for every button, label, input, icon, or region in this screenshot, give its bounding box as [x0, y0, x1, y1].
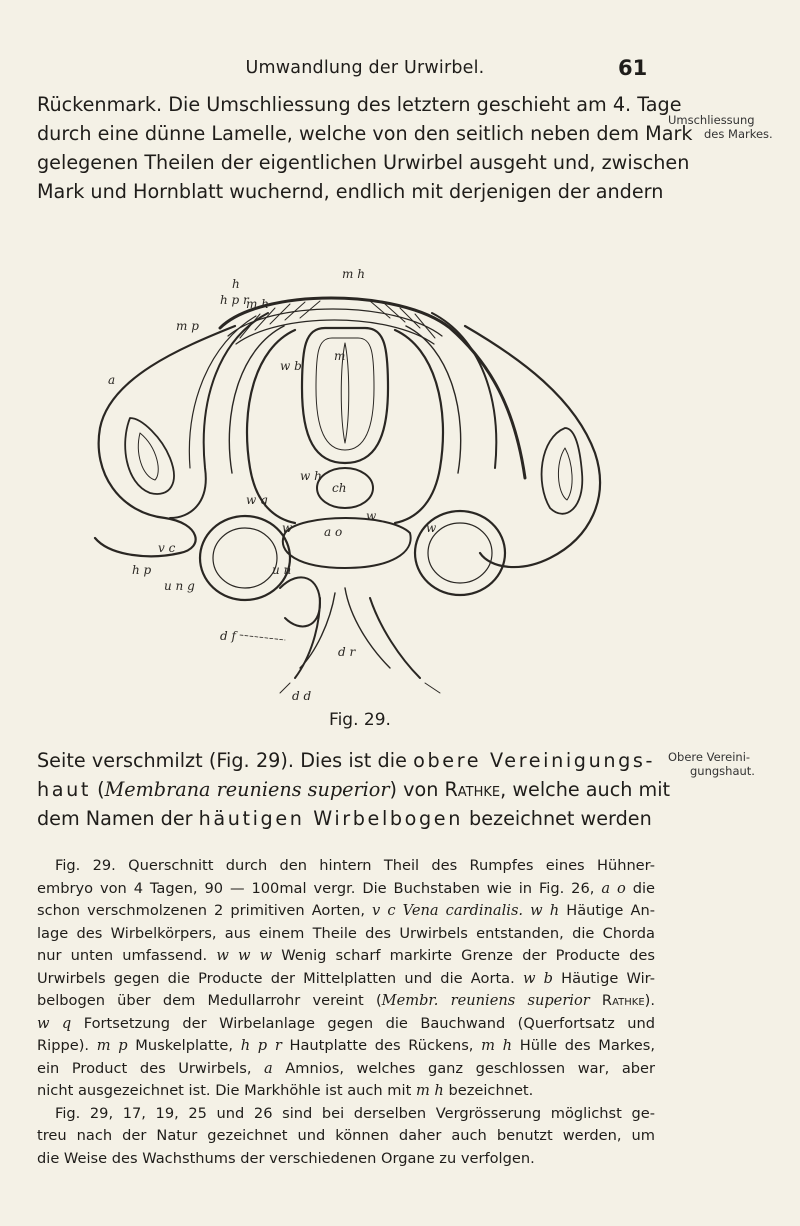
text-run: bezeichnet werden	[462, 807, 652, 830]
abbrev: a o	[601, 879, 626, 897]
lower-line	[280, 683, 290, 693]
label-a: a	[108, 373, 116, 387]
abbrev: m h	[415, 1082, 444, 1099]
margin-note-umschliessung	[668, 113, 798, 141]
abbrev: v c Vena cardinalis. w h	[372, 902, 560, 919]
label-dr: d r	[338, 645, 356, 659]
caption-line	[37, 1013, 655, 1036]
abbrev: m h	[481, 1037, 513, 1054]
abbrev: w b	[522, 969, 553, 987]
abbrev: h p r	[240, 1037, 282, 1054]
text-run: , welche auch mit	[500, 778, 671, 801]
right-amnion-fold-core	[558, 448, 572, 500]
text-run: Rippe).	[37, 1037, 97, 1054]
left-amnion-fold-inner	[125, 418, 174, 494]
abbrev: m p	[96, 1037, 128, 1054]
label-dd: d d	[292, 689, 312, 703]
label-ch: ch	[332, 481, 347, 495]
margin-note-line: gungshaut.	[690, 764, 755, 778]
left-vena-cardinalis-inner	[213, 528, 277, 588]
text-line	[37, 804, 655, 833]
text-run: nicht ausgezeichnet ist. Die Markhöhle ist auch mit	[37, 1082, 416, 1099]
right-vena-cardinalis-inner	[428, 523, 492, 583]
label-mp: m p	[176, 319, 199, 333]
embryo-cross-section-drawing	[70, 268, 630, 708]
caption-line	[37, 1035, 655, 1058]
author-name: Rathke	[589, 992, 645, 1009]
abbrev: w w w	[216, 947, 273, 964]
text-run: Hautplatte des Rückens,	[281, 1037, 482, 1054]
paragraph-umschliessung	[37, 90, 693, 206]
author-name: Rathke	[444, 778, 501, 801]
left-muscle-plate-inner	[189, 316, 256, 468]
label-hpr: h p r	[220, 293, 249, 307]
text-run: Muskelplatte,	[127, 1037, 241, 1054]
label-wq: w q	[246, 493, 268, 507]
lower-line	[425, 683, 440, 693]
text-line: gelegenen Theilen der eigentlichen Urwirbel ausgeht und, zwischen	[37, 151, 690, 174]
figure-label: Fig. 29.	[329, 710, 391, 730]
text-run: bezeichnet.	[443, 1082, 534, 1099]
figure-caption	[37, 855, 655, 1170]
text-line	[37, 775, 671, 804]
left-amnion-fold	[95, 326, 235, 556]
abbrev: w q	[37, 1014, 72, 1032]
text-run: Hülle des Markes,	[512, 1037, 655, 1054]
label-mh-top: m h	[342, 268, 365, 281]
label-h: h	[232, 277, 240, 291]
ventral-fold-left	[295, 598, 320, 678]
right-somite-arch-inner	[406, 326, 461, 473]
paragraph-vereinigungshaut	[37, 746, 671, 833]
text-run: belbogen über dem Medullarrohr vereint (	[37, 992, 382, 1009]
label-df: d f	[220, 629, 236, 643]
text-line: Rückenmark. Die Umschliessung des letztern geschieht am 4. Tage	[37, 93, 682, 116]
text-run: Wenig scharf markirte Grenze der Producte des	[272, 947, 655, 964]
label-wh: w h	[300, 469, 322, 483]
ventral-fold-right	[370, 598, 420, 678]
running-title: Umwandlung der Urwirbel.	[245, 58, 485, 78]
text-run: (	[91, 778, 105, 801]
page-number: 61	[618, 56, 648, 80]
text-run: schon verschmolzenen 2 primitiven Aorten,	[37, 902, 373, 919]
label-un: u n	[272, 563, 292, 577]
text-run: embryo von 4 Tagen, 90 — 100mal vergr. Die Buchstaben wie in Fig. 26,	[37, 879, 602, 897]
margin-note-line: Obere Vereini-	[668, 750, 751, 764]
label-hp: h p	[132, 563, 152, 577]
text-run: Fortsetzung der Wirbelanlage gegen die Bauchwand (Querfortsatz und	[71, 1014, 655, 1032]
text-run: Häutige Wir-	[552, 969, 655, 987]
left-somite-arch-inner	[229, 326, 284, 473]
text-run: Amnios, welches ganz geschlossen war, aber	[272, 1059, 655, 1077]
caption-line	[37, 1080, 655, 1103]
text-line: Mark und Hornblatt wuchernd, endlich mit derjenigen der andern	[37, 180, 664, 203]
label-m: m	[334, 349, 346, 363]
text-run: ) von	[389, 778, 445, 801]
caption-line: lage des Wirbelkörpers, aus einem Theile des Urwirbels entstanden, die Chorda	[37, 924, 655, 942]
text-run: nur unten umfassend.	[37, 947, 217, 964]
urniere	[280, 577, 320, 626]
label-w2: w	[366, 509, 377, 523]
margin-note-line: Umschliessung	[668, 113, 755, 127]
caption-line	[37, 990, 655, 1013]
left-amnion-fold-core	[138, 433, 158, 480]
text-run: Häutige An-	[559, 902, 655, 919]
label-wb: w b	[280, 359, 302, 373]
text-run: Seite verschmilzt (Fig. 29). Dies ist die	[37, 749, 414, 772]
text-line: durch eine dünne Lamelle, welche von den seitlich neben dem Mark	[37, 122, 693, 145]
ventral-fold-mid2	[300, 593, 335, 668]
margin-note-line: des Markes.	[704, 127, 773, 141]
latin-term: Membr. reuniens superior	[381, 992, 590, 1009]
caption-line: treu nach der Natur gezeichnet und können daher auch benutzt werden, um	[37, 1127, 655, 1144]
text-run: ein Product des Urwirbels,	[37, 1059, 265, 1077]
caption-line: Fig. 29, 17, 19, 25 und 26 sind bei derselben Vergrösserung möglichst ge-	[55, 1104, 655, 1122]
text-run: die	[625, 879, 655, 897]
emphasis-spaced: haut	[37, 778, 92, 801]
text-run: Urwirbels gegen die Producte der Mittelplatten und die Aorta.	[37, 969, 523, 987]
pointer-line	[240, 635, 285, 640]
outer-arch-line-inner	[236, 320, 434, 344]
text-run: ).	[644, 992, 655, 1009]
left-muscle-plate	[170, 313, 268, 518]
caption-line: die Weise des Wachsthums der verschiedenen Organe zu verfolgen.	[37, 1149, 535, 1167]
label-mh: m h	[246, 297, 269, 311]
right-amnion-fold	[465, 326, 600, 567]
caption-line	[37, 1058, 655, 1081]
caption-line	[37, 900, 655, 923]
latin-term: Membrana reuniens superior	[104, 778, 390, 801]
abbrev: a	[264, 1059, 273, 1077]
emphasis-spaced: obere Vereinigungs-	[413, 749, 655, 772]
figure-29-cross-section	[70, 268, 630, 708]
right-amnion-fold-inner	[542, 428, 583, 514]
text-run: dem Namen der	[37, 807, 199, 830]
label-ao: a o	[324, 525, 343, 539]
label-w1: w	[282, 521, 293, 535]
caption-line: Fig. 29. Querschnitt durch den hintern Theil des Rumpfes eines Hühner-	[55, 857, 655, 874]
caption-line	[37, 968, 655, 991]
label-w3: w	[426, 521, 437, 535]
label-vc: v c	[158, 541, 176, 555]
aorta	[283, 518, 411, 568]
text-line	[37, 746, 655, 775]
margin-note-vereinigungshaut	[668, 750, 798, 778]
caption-line	[37, 945, 655, 968]
right-somite-arch	[395, 330, 443, 523]
emphasis-spaced: häutigen Wirbelbogen	[198, 807, 463, 830]
caption-line	[37, 878, 655, 901]
label-ung: u n g	[164, 579, 195, 593]
